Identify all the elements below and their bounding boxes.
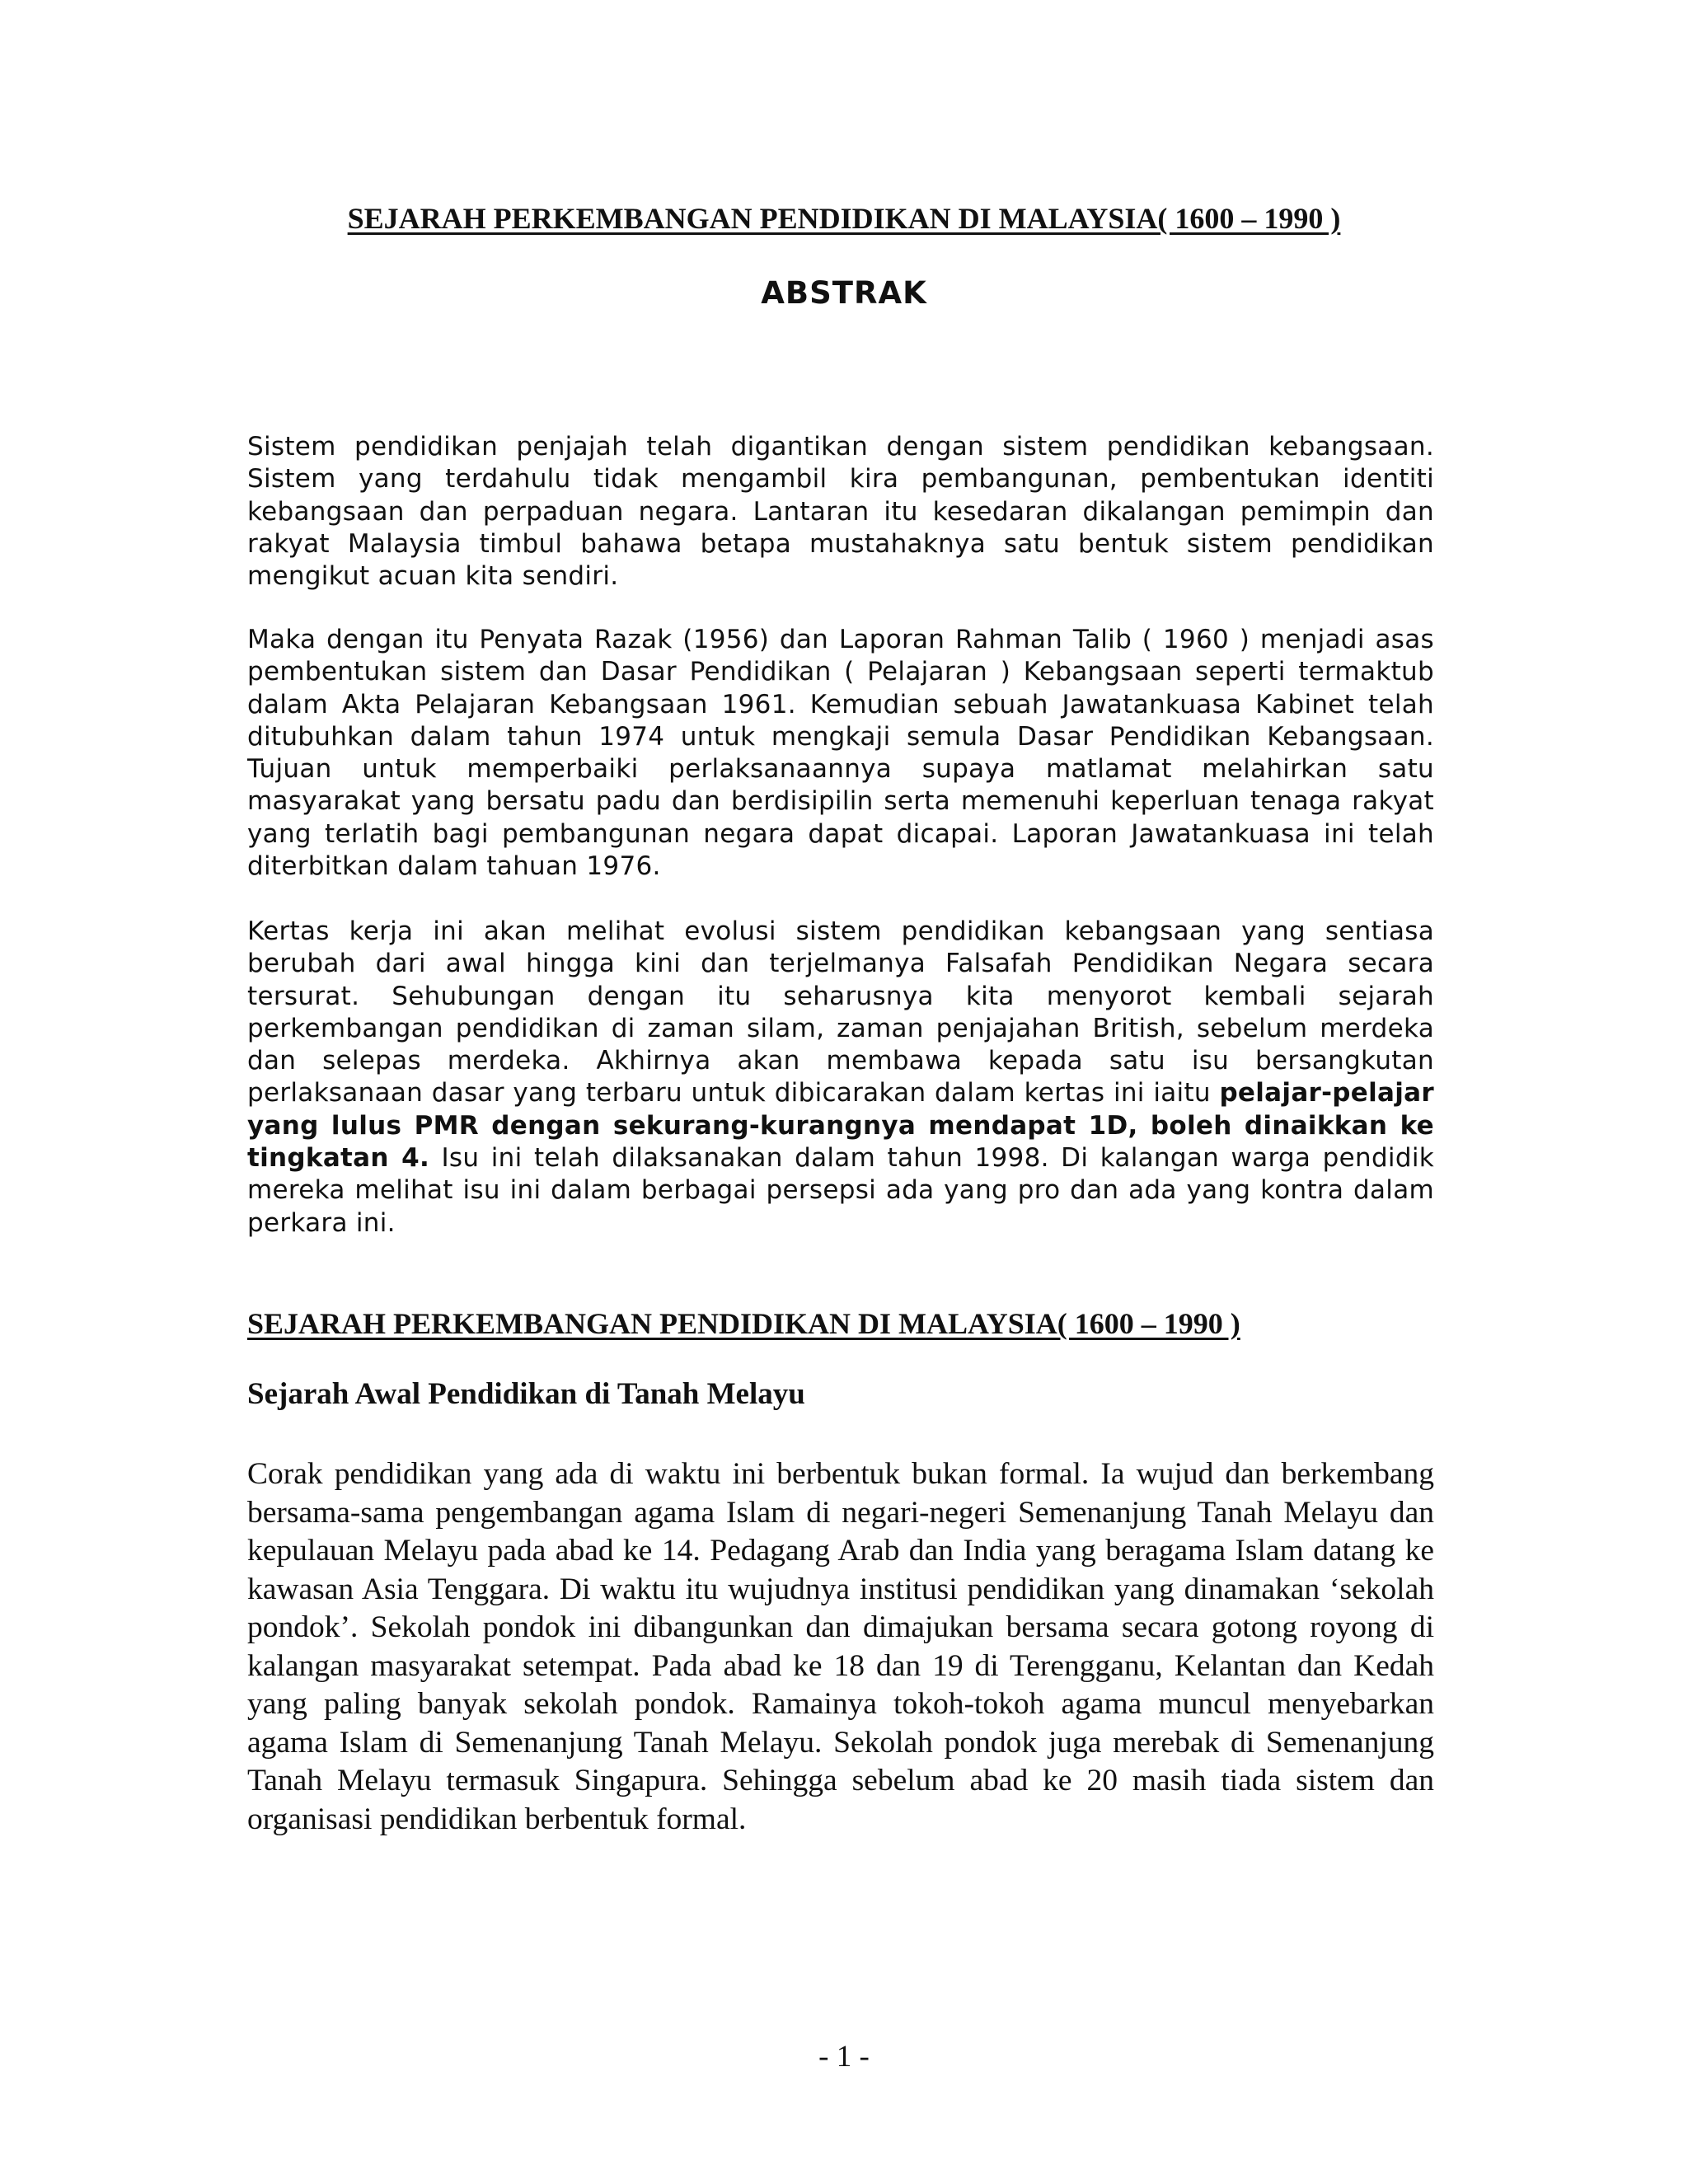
abstract-paragraph-1: Sistem pendidikan penjajah telah digantikan dengan sistem pendidikan kebangsaan. Sistem yang terdahulu tidak mengambil kira pembangunan, pembentukan identiti kebangsaan dan perpaduan negara. Lantaran itu kesedaran dikalangan pemimpin dan rakyat Malaysia timbul bahawa betapa mustahaknya satu bentuk sistem pendidikan mengikut acuan kita sendiri. <box>247 432 1434 592</box>
document-title: SEJARAH PERKEMBANGAN PENDIDIKAN DI MALAYSIA( 1600 – 1990 ) <box>347 202 1341 235</box>
page-number: - 1 - <box>818 2040 870 2074</box>
section-title: SEJARAH PERKEMBANGAN PENDIDIKAN DI MALAYSIA( 1600 – 1990 ) <box>247 1307 1240 1340</box>
abstract-paragraph-3-text-end: Isu ini telah dilaksanakan dalam tahun 1998. Di kalangan warga pendidik mereka melihat isu ini dalam berbagai persepsi ada yang pro dan ada yang kontra dalam perkara ini. <box>247 1143 1434 1238</box>
abstract-paragraph-3-bold-issue: pelajar-pelajar yang lulus PMR dengan sekurang-kurangnya mendapat 1D, boleh dinaikkan ke tingkatan 4. <box>247 1078 1434 1174</box>
abstract-paragraph-3 <box>247 916 1434 1240</box>
body-paragraph: Corak pendidikan yang ada di waktu ini berbentuk bukan formal. Ia wujud dan berkembang bersama-sama pengembangan agama Islam di negari-negeri Semenanjung Tanah Melayu dan kepulauan Melayu pada abad ke 14. Pedagang Arab dan India yang beragama Islam datang ke kawasan Asia Tenggara. Di waktu itu wujudnya institusi pendidikan yang dinamakan ‘sekolah pondok’. Sekolah pondok ini dibangunkan dan dimajukan bersama secara gotong royong di kalangan masyarakat setempat. Pada abad ke 18 dan 19 di Terengganu, Kelantan dan Kedah yang paling banyak sekolah pondok. Ramainya tokoh-tokoh agama muncul menyebarkan agama Islam di Semenanjung Tanah Melayu. Sekolah pondok juga merebak di Semenanjung Tanah Melayu termasuk Singapura. Sehingga sebelum abad ke 20 masih tiada sistem dan organisasi pendidikan berbentuk formal. <box>247 1457 1434 1836</box>
abstract-paragraph-2: Maka dengan itu Penyata Razak (1956) dan Laporan Rahman Talib ( 1960 ) menjadi asas pembentukan sistem dan Dasar Pendidikan ( Pelajaran ) Kebangsaan seperti termaktub dalam Akta Pelajaran Kebangsaan 1961. Kemudian sebuah Jawatankuasa Kabinet telah ditubuhkan dalam tahun 1974 untuk mengkaji semula Dasar Pendidikan Kebangsaan. Tujuan untuk memperbaiki perlaksanaannya supaya matlamat melahirkan satu masyarakat yang bersatu padu dan berdisipilin serta memenuhi keperluan tenaga rakyat yang terlatih bagi pembangunan negara dapat dicapai. Laporan Jawatankuasa ini telah diterbitkan dalam tahuan 1976. <box>247 625 1434 882</box>
subsection-title: Sejarah Awal Pendidikan di Tanah Melayu <box>247 1377 805 1411</box>
abstract-paragraph-3-text-start: Kertas kerja ini akan melihat evolusi sistem pendidikan kebangsaan yang sentiasa berubah dari awal hingga kini dan terjelmanya Falsafah Pendidikan Negara secara tersurat. Sehubungan dengan itu seharusnya kita menyorot kembali sejarah perkembangan pendidikan di zaman silam, zaman penjajahan British, sebelum merdeka dan selepas merdeka. Akhirnya akan membawa kepada satu isu bersangkutan perlaksanaan dasar yang terbaru untuk dibicarakan dalam kertas ini iaitu <box>247 916 1434 1108</box>
abstract-heading: ABSTRAK <box>761 275 927 311</box>
